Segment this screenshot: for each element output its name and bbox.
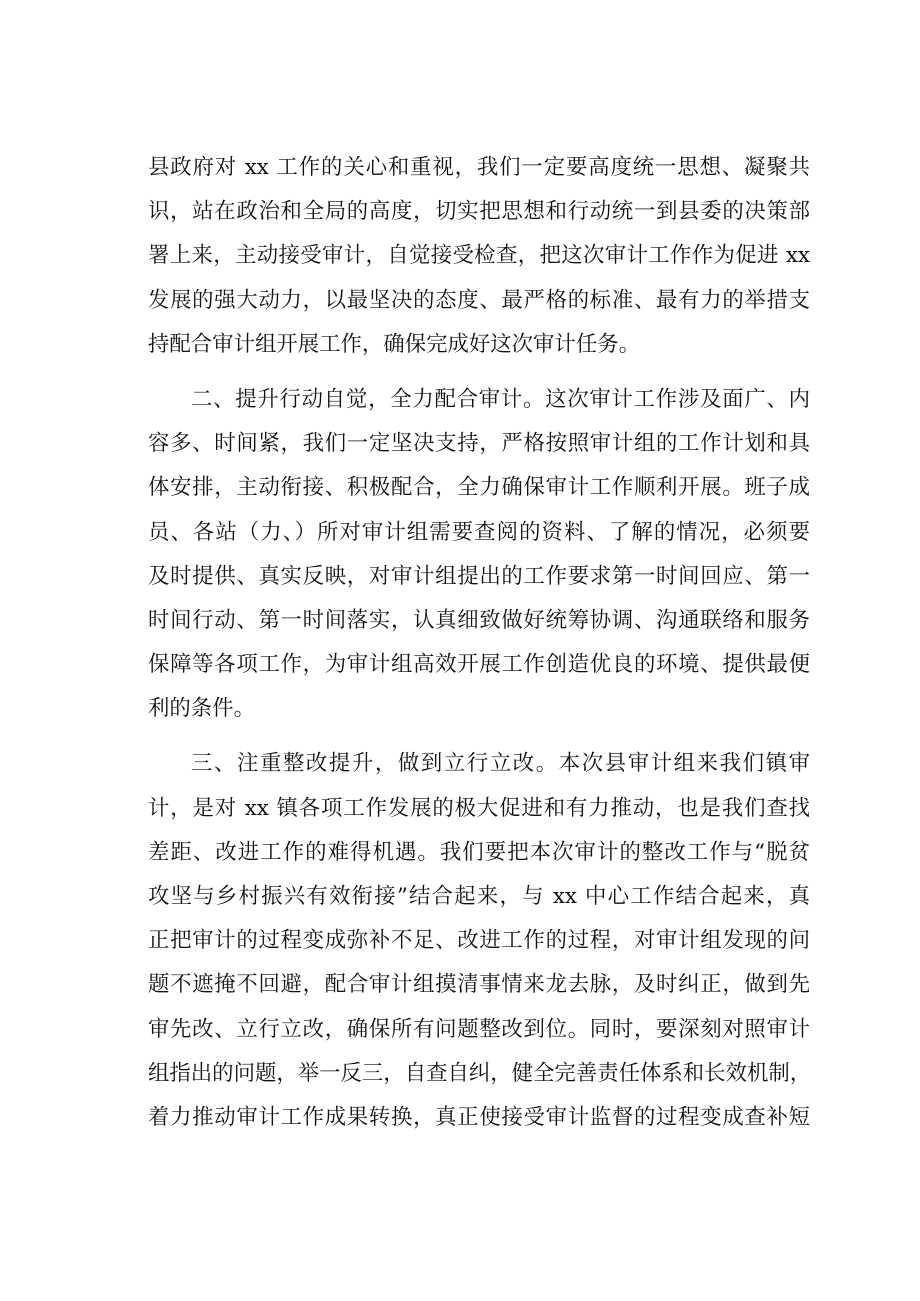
text-line: 时间行动、第一时间落实，认真细致做好统筹协调、沟通联络和服务 xyxy=(148,607,810,633)
text-line: 县政府对 xx 工作的关心和重视，我们一定要高度统一思想、凝聚共 xyxy=(148,155,810,180)
text-line: 题不遮掩不回避，配合审计组摸清事情来龙去脉，及时纠正，做到先 xyxy=(148,972,810,998)
paragraph-3 xyxy=(148,742,810,1140)
text-line: 署上来，主动接受审计，自觉接受检查，把这次审计工作作为促进 xx xyxy=(148,243,810,269)
text-line: 利的条件。 xyxy=(148,696,255,722)
paragraph-2 xyxy=(148,378,810,732)
text-line: 持配合审计组开展工作，确保完成好这次审计任务。 xyxy=(148,331,640,357)
text-line: 正把审计的过程变成弥补不足、改进工作的过程，对审计组发现的问 xyxy=(148,928,810,954)
text-line: 组指出的问题，举一反三，自查自纠，健全完善责任体系和长效机制， xyxy=(148,1060,812,1086)
paragraph-1 xyxy=(148,146,810,367)
text-line: 差距、改进工作的难得机遇。我们要把本次审计的整改工作与“脱贫 xyxy=(148,839,810,865)
text-line: 容多、时间紧，我们一定坚决支持，严格按照审计组的工作计划和具 xyxy=(148,431,810,457)
text-line: 审先改、立行立改，确保所有问题整改到位。同时，要深刻对照审计 xyxy=(148,1016,810,1042)
text-line: 三、注重整改提升，做到立行立改。本次县审计组来我们镇审 xyxy=(191,751,810,777)
text-line: 着力推动审计工作成果转换，真正使接受审计监督的过程变成查补短 xyxy=(148,1104,810,1130)
text-line: 发展的强大动力，以最坚决的态度、最严格的标准、最有力的举措支 xyxy=(148,287,810,313)
text-line: 体安排，主动衔接、积极配合，全力确保审计工作顺利开展。班子成 xyxy=(148,475,810,501)
text-line: 及时提供、真实反映，对审计组提出的工作要求第一时间回应、第一 xyxy=(148,563,810,589)
text-line: 识，站在政治和全局的高度，切实把思想和行动统一到县委的决策部 xyxy=(148,199,810,225)
text-line: 二、提升行动自觉，全力配合审计。这次审计工作涉及面广、内 xyxy=(191,386,810,412)
text-line: 攻坚与乡村振兴有效衔接”结合起来，与 xx 中心工作结合起来，真 xyxy=(148,884,810,909)
text-line: 员、各站（力、）所对审计组需要查阅的资料、了解的情况，必须要 xyxy=(148,519,810,545)
paragraph-gap xyxy=(148,731,810,742)
text-line: 保障等各项工作，为审计组高效开展工作创造优良的环境、提供最便 xyxy=(148,652,810,678)
document-body xyxy=(148,146,810,1140)
paragraph-gap xyxy=(148,367,810,378)
text-line: 计，是对 xx 镇各项工作发展的极大促进和有力推动，也是我们查找 xyxy=(148,795,810,821)
